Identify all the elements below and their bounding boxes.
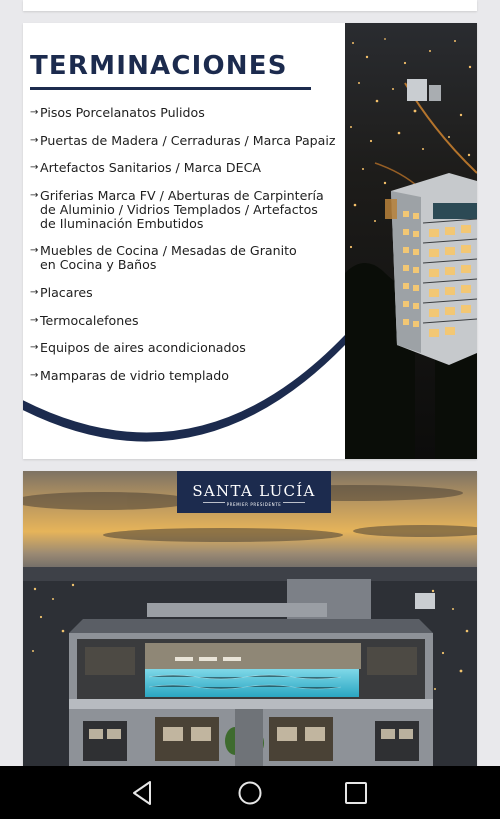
brand-name: SANTA LUCÍA [192, 482, 316, 500]
brand-subtitle: PREMIER PRESIDENTE [226, 502, 282, 507]
terminaciones-panel [23, 23, 345, 459]
terminaciones-title: TERMINACIONES [30, 51, 288, 81]
list-item: → Puertas de Madera / Cerraduras / Marca Papaiz [30, 132, 336, 148]
santa-lucia-card[interactable] [23, 471, 477, 771]
arrow-right-icon: → [30, 134, 39, 146]
santa-lucia-logo-banner [177, 471, 331, 513]
arrow-right-icon: → [30, 162, 39, 174]
back-icon [128, 778, 158, 808]
list-item: → Placares [30, 284, 93, 300]
list-item: → Pisos Porcelanatos Pulidos [30, 105, 205, 120]
arrow-right-icon: → [30, 107, 39, 118]
home-icon [235, 778, 265, 808]
list-item: → Mamparas de vidrio templado [30, 367, 229, 383]
terminaciones-card[interactable] [23, 23, 477, 459]
title-underline [30, 87, 311, 90]
previous-post-card [23, 0, 477, 11]
night-city-building-photo [345, 23, 477, 459]
back-button[interactable] [128, 778, 158, 808]
recents-button[interactable] [341, 778, 371, 808]
arrow-right-icon: → [30, 369, 39, 381]
arrow-right-icon: → [30, 314, 39, 326]
arrow-right-icon: → [30, 189, 39, 201]
list-item: → Artefactos Sanitarios / Marca DECA [30, 160, 261, 176]
system-navigation-bar [0, 766, 500, 819]
arrow-right-icon: → [30, 342, 39, 354]
list-item: → Equipos de aires acondicionados [30, 340, 246, 356]
arrow-right-icon: → [30, 245, 39, 257]
recents-icon [341, 778, 371, 808]
list-item: → Griferias Marca FV / Aberturas de Carpintería de Aluminio / Vidrios Templados / Artefactos de Iluminación Embutidos [30, 187, 324, 231]
list-item: → Termocalefones [30, 312, 139, 328]
arrow-right-icon: → [30, 286, 39, 298]
building-render-photo [23, 471, 477, 771]
home-button[interactable] [235, 778, 265, 808]
list-item: → Muebles de Cocina / Mesadas de Granito en Cocina y Baños [30, 243, 297, 273]
features-list [30, 106, 342, 396]
